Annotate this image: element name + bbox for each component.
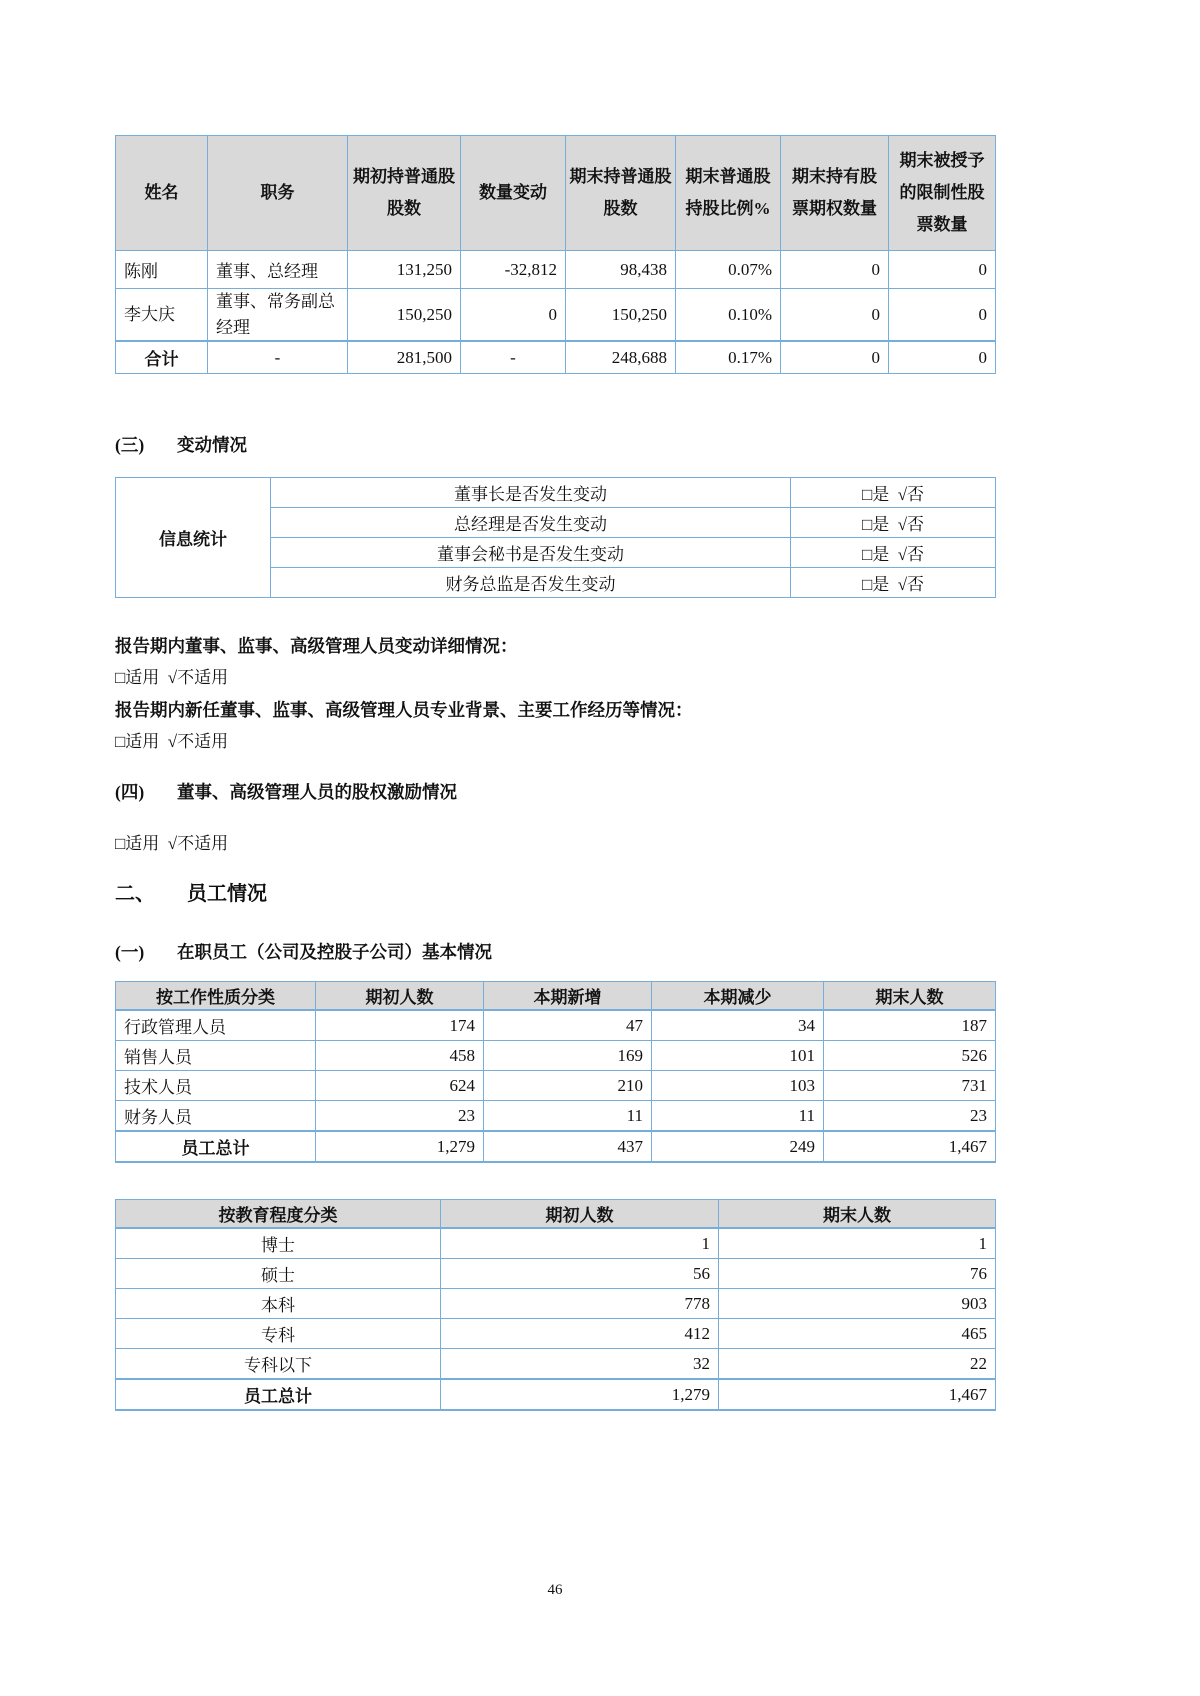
column-header-position: 职务 xyxy=(208,136,348,251)
cell-restricted: 0 xyxy=(889,251,996,289)
table-row xyxy=(116,1228,996,1259)
cell-reduced: 11 xyxy=(652,1101,824,1132)
applicable-options: □适用 √不适用 xyxy=(115,834,229,853)
paragraph-new-appointees: 报告期内新任董事、监事、高级管理人员专业背景、主要工作经历等情况： xyxy=(115,700,693,720)
column-header-added: 本期新增 xyxy=(484,982,652,1011)
cell-category: 本科 xyxy=(116,1289,441,1319)
cell-answer-options: □是 √否 xyxy=(791,538,996,568)
cell-total-label: 合计 xyxy=(116,341,208,374)
change-status-table xyxy=(115,477,996,598)
cell-added: 169 xyxy=(484,1041,652,1071)
cell-total-label: 员工总计 xyxy=(116,1131,316,1162)
section-heading-employee-basics xyxy=(115,939,995,965)
employees-by-job-table xyxy=(115,981,996,1163)
cell-name: 陈刚 xyxy=(116,251,208,289)
cell-total-label: 员工总计 xyxy=(116,1379,441,1410)
table-header-row xyxy=(116,1200,996,1229)
cell-options: 0 xyxy=(781,289,889,342)
cell-answer-options: □是 √否 xyxy=(791,508,996,538)
table-header-row xyxy=(116,136,996,251)
section-title: 在职员工（公司及控股子公司）基本情况 xyxy=(177,942,492,962)
cell-position: 董事、总经理 xyxy=(208,251,348,289)
table-total-row xyxy=(116,341,996,374)
cell-question: 总经理是否发生变动 xyxy=(271,508,791,538)
cell-begin-count: 1,279 xyxy=(441,1379,719,1410)
cell-reduced: 101 xyxy=(652,1041,824,1071)
cell-category: 硕士 xyxy=(116,1259,441,1289)
cell-begin-shares: 150,250 xyxy=(348,289,461,342)
section-heading-change xyxy=(115,432,995,458)
cell-restricted: 0 xyxy=(889,341,996,374)
section-title: 变动情况 xyxy=(177,435,247,455)
cell-added: 437 xyxy=(484,1131,652,1162)
cell-row-header: 信息统计 xyxy=(116,478,271,598)
cell-begin-shares: 281,500 xyxy=(348,341,461,374)
column-header-change: 数量变动 xyxy=(461,136,566,251)
cell-end-shares: 248,688 xyxy=(566,341,676,374)
cell-options: 0 xyxy=(781,341,889,374)
cell-end-count: 23 xyxy=(824,1101,996,1132)
cell-begin-count: 56 xyxy=(441,1259,719,1289)
table-row xyxy=(116,251,996,289)
cell-position: 董事、常务副总经理 xyxy=(208,289,348,342)
section-heading-employees xyxy=(115,879,995,909)
column-header-restricted: 期末被授予的限制性股票数量 xyxy=(889,136,996,251)
column-header-end-shares: 期末持普通股股数 xyxy=(566,136,676,251)
cell-begin-count: 624 xyxy=(316,1071,484,1101)
cell-end-ratio: 0.07% xyxy=(676,251,781,289)
cell-change: -32,812 xyxy=(461,251,566,289)
cell-begin-count: 1,279 xyxy=(316,1131,484,1162)
column-header-end-count: 期末人数 xyxy=(824,982,996,1011)
table-row xyxy=(116,1289,996,1319)
executive-shareholding-table xyxy=(115,135,996,374)
cell-added: 47 xyxy=(484,1010,652,1041)
section-title: 董事、高级管理人员的股权激励情况 xyxy=(177,782,457,802)
table-row xyxy=(116,289,996,342)
cell-end-count: 526 xyxy=(824,1041,996,1071)
section-number: 二、 xyxy=(115,883,155,905)
cell-question: 财务总监是否发生变动 xyxy=(271,568,791,598)
section-number: (一) xyxy=(115,942,145,962)
cell-restricted: 0 xyxy=(889,289,996,342)
cell-end-shares: 150,250 xyxy=(566,289,676,342)
cell-position: - xyxy=(208,341,348,374)
section-number: (四) xyxy=(115,782,145,802)
cell-begin-count: 23 xyxy=(316,1101,484,1132)
cell-end-count: 1,467 xyxy=(824,1131,996,1162)
cell-added: 210 xyxy=(484,1071,652,1101)
table-row xyxy=(116,1041,996,1071)
cell-end-shares: 98,438 xyxy=(566,251,676,289)
cell-begin-count: 1 xyxy=(441,1228,719,1259)
cell-category: 销售人员 xyxy=(116,1041,316,1071)
paragraph-change-detail: 报告期内董事、监事、高级管理人员变动详细情况： xyxy=(115,636,518,656)
section-number: (三) xyxy=(115,435,145,455)
column-header-name: 姓名 xyxy=(116,136,208,251)
cell-category: 专科以下 xyxy=(116,1349,441,1380)
cell-end-count: 465 xyxy=(719,1319,996,1349)
page-content xyxy=(115,0,995,1599)
cell-answer-options: □是 √否 xyxy=(791,478,996,508)
cell-options: 0 xyxy=(781,251,889,289)
cell-begin-count: 174 xyxy=(316,1010,484,1041)
cell-category: 财务人员 xyxy=(116,1101,316,1132)
table-row xyxy=(116,1349,996,1380)
section-heading-equity-incentive xyxy=(115,779,995,805)
applicable-options: □适用 √不适用 xyxy=(115,668,229,687)
cell-reduced: 249 xyxy=(652,1131,824,1162)
cell-end-ratio: 0.10% xyxy=(676,289,781,342)
column-header-begin-count: 期初人数 xyxy=(316,982,484,1011)
table-header-row xyxy=(116,982,996,1011)
cell-category: 行政管理人员 xyxy=(116,1010,316,1041)
table-row xyxy=(116,1259,996,1289)
column-header-job-category: 按工作性质分类 xyxy=(116,982,316,1011)
table-row xyxy=(116,1101,996,1132)
cell-question: 董事长是否发生变动 xyxy=(271,478,791,508)
cell-added: 11 xyxy=(484,1101,652,1132)
column-header-begin-shares: 期初持普通股股数 xyxy=(348,136,461,251)
cell-begin-count: 778 xyxy=(441,1289,719,1319)
table-total-row xyxy=(116,1131,996,1162)
cell-category: 专科 xyxy=(116,1319,441,1349)
cell-begin-shares: 131,250 xyxy=(348,251,461,289)
cell-category: 技术人员 xyxy=(116,1071,316,1101)
employees-by-education-table xyxy=(115,1199,996,1411)
column-header-begin-count: 期初人数 xyxy=(441,1200,719,1229)
table-row xyxy=(116,478,996,508)
cell-end-count: 903 xyxy=(719,1289,996,1319)
cell-reduced: 34 xyxy=(652,1010,824,1041)
cell-category: 博士 xyxy=(116,1228,441,1259)
cell-begin-count: 458 xyxy=(316,1041,484,1071)
applicable-options: □适用 √不适用 xyxy=(115,732,229,751)
cell-begin-count: 412 xyxy=(441,1319,719,1349)
cell-begin-count: 32 xyxy=(441,1349,719,1380)
column-header-reduced: 本期减少 xyxy=(652,982,824,1011)
table-row xyxy=(116,1010,996,1041)
cell-end-ratio: 0.17% xyxy=(676,341,781,374)
cell-end-count: 1,467 xyxy=(719,1379,996,1410)
cell-reduced: 103 xyxy=(652,1071,824,1101)
column-header-end-ratio: 期末普通股持股比例% xyxy=(676,136,781,251)
cell-end-count: 76 xyxy=(719,1259,996,1289)
section-title: 员工情况 xyxy=(187,883,267,905)
page-number: 46 xyxy=(547,1582,563,1598)
column-header-options: 期末持有股票期权数量 xyxy=(781,136,889,251)
cell-end-count: 187 xyxy=(824,1010,996,1041)
cell-answer-options: □是 √否 xyxy=(791,568,996,598)
cell-end-count: 731 xyxy=(824,1071,996,1101)
cell-question: 董事会秘书是否发生变动 xyxy=(271,538,791,568)
column-header-end-count: 期末人数 xyxy=(719,1200,996,1229)
cell-end-count: 1 xyxy=(719,1228,996,1259)
cell-change: - xyxy=(461,341,566,374)
cell-end-count: 22 xyxy=(719,1349,996,1380)
table-row xyxy=(116,1071,996,1101)
cell-name: 李大庆 xyxy=(116,289,208,342)
column-header-education-category: 按教育程度分类 xyxy=(116,1200,441,1229)
table-row xyxy=(116,1319,996,1349)
cell-change: 0 xyxy=(461,289,566,342)
table-total-row xyxy=(116,1379,996,1410)
